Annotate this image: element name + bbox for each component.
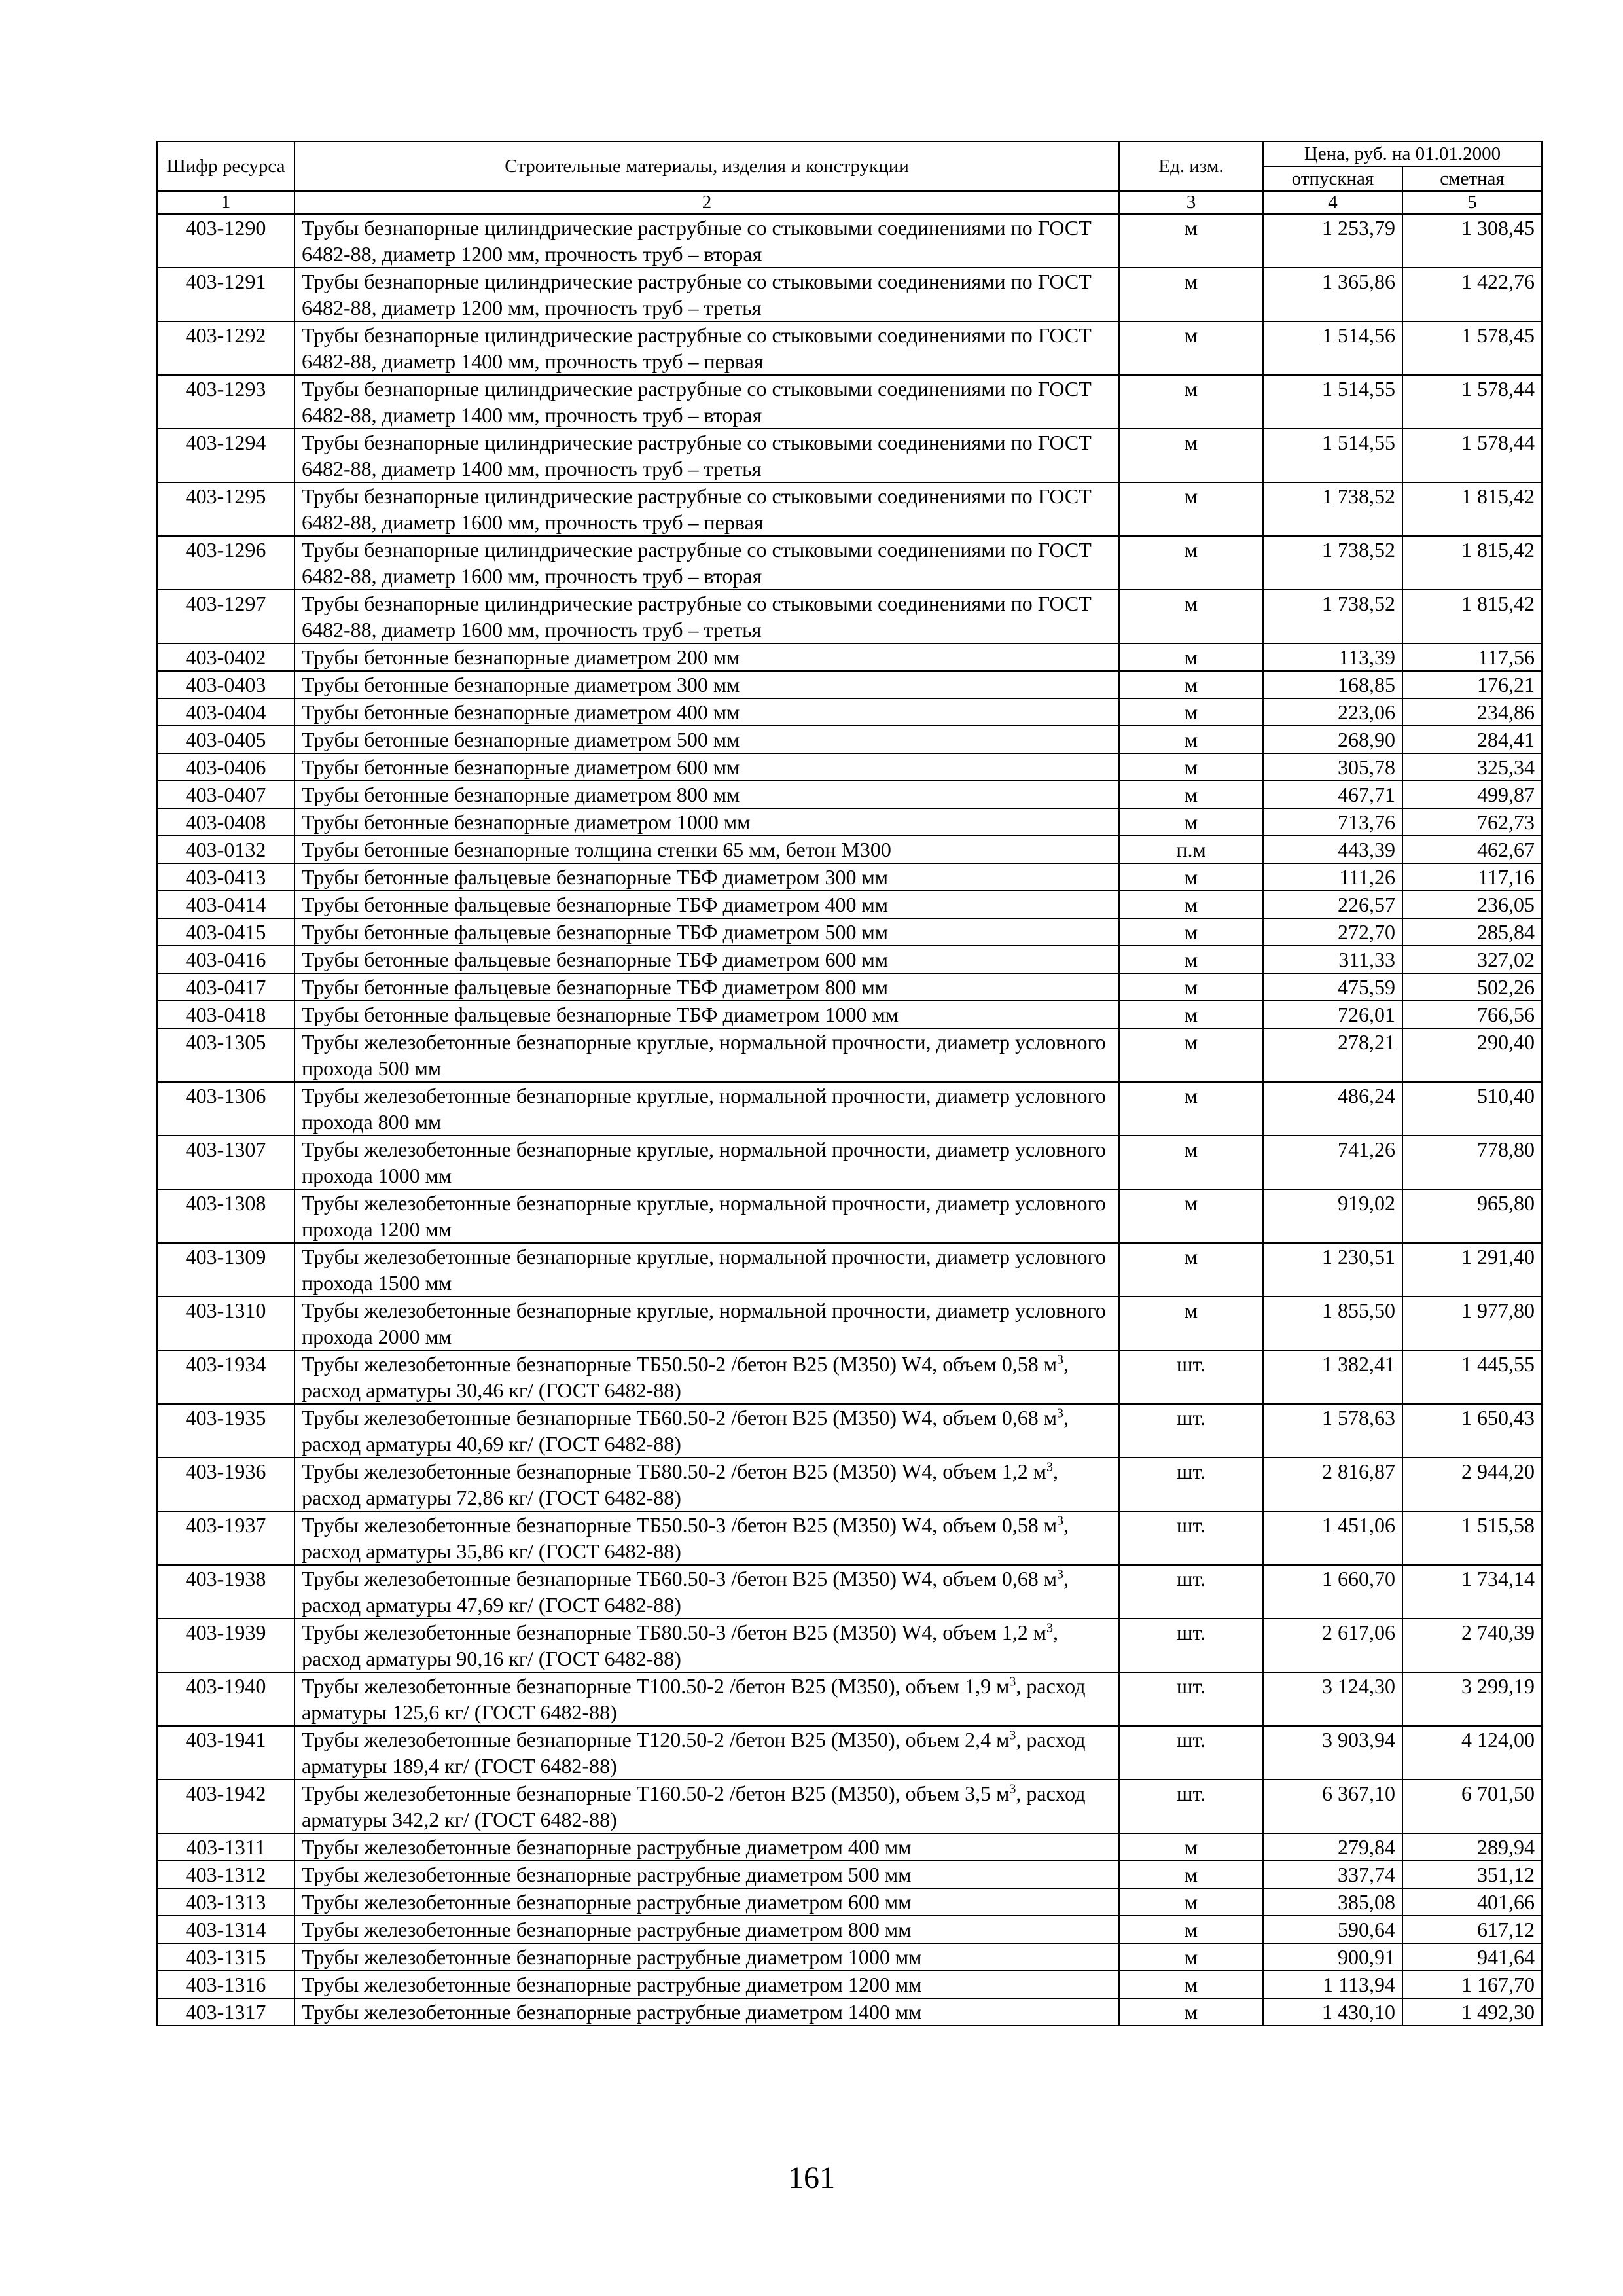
estimate-price: 510,40 [1402,1082,1542,1136]
material-name: Трубы железобетонные безнапорные раструбные диаметром 1000 мм [294,1943,1119,1971]
release-price: 467,71 [1263,781,1402,808]
unit-of-measure: шт. [1119,1511,1263,1565]
resource-code: 403-1935 [157,1404,294,1458]
page-number: 161 [788,2161,835,2195]
material-name: Трубы железобетонные безнапорные ТБ80.50-3 /бетон В25 (М350) W4, объем 1,2 $м^3$, расход арматуры 90,16 кг/ (ГОСТ 6482-88) [294,1619,1119,1672]
unit-of-measure: шт. [1119,1565,1263,1619]
release-price: 168,85 [1263,671,1402,698]
resource-code: 403-1293 [157,375,294,429]
unit-of-measure: м [1119,1943,1263,1971]
table-row [157,429,1542,482]
material-name: Трубы безнапорные цилиндрические раструбные со стыковыми соединениями по ГОСТ 6482-88, диаметр 1400 мм, прочность труб – вторая [294,375,1119,429]
unit-of-measure: м [1119,808,1263,836]
release-price: 305,78 [1263,753,1402,781]
release-price: 3 124,30 [1263,1672,1402,1726]
table-row [157,536,1542,590]
header-unit: Ед. изм. [1119,141,1263,191]
material-name: Трубы железобетонные безнапорные Т160.50-2 /бетон В25 (М350), объем 3,5 $м^3$, расход арматуры 342,2 кг/ (ГОСТ 6482-88) [294,1780,1119,1833]
resource-code: 403-0416 [157,946,294,973]
material-name: Трубы железобетонные безнапорные круглые, нормальной прочности, диаметр условного прохода 2000 мм [294,1297,1119,1350]
table-row [157,1136,1542,1189]
resource-code: 403-1297 [157,590,294,643]
release-price: 1 514,55 [1263,429,1402,482]
estimate-price: 1 578,44 [1402,429,1542,482]
estimate-price: 1 422,76 [1402,268,1542,321]
table-row [157,1404,1542,1458]
unit-of-measure: м [1119,1861,1263,1888]
material-name: Трубы бетонные фальцевые безнапорные ТБФ диаметром 400 мм [294,891,1119,918]
estimate-price: 1 578,44 [1402,375,1542,429]
unit-of-measure: п.м [1119,836,1263,863]
estimate-price: 502,26 [1402,973,1542,1001]
table-row [157,590,1542,643]
table-row [157,1350,1542,1404]
table-row [157,808,1542,836]
resource-code: 403-0404 [157,698,294,726]
material-name: Трубы железобетонные безнапорные круглые, нормальной прочности, диаметр условного прохода 1000 мм [294,1136,1119,1189]
material-name: Трубы железобетонные безнапорные ТБ60.50-2 /бетон В25 (М350) W4, объем 0,68 $м^3$, расход арматуры 40,69 кг/ (ГОСТ 6482-88) [294,1404,1119,1458]
estimate-price: 965,80 [1402,1189,1542,1243]
estimate-price: 1 291,40 [1402,1243,1542,1297]
release-price: 3 903,94 [1263,1726,1402,1780]
estimate-price: 1 492,30 [1402,1998,1542,2026]
material-name: Трубы безнапорные цилиндрические раструбные со стыковыми соединениями по ГОСТ 6482-88, диаметр 1600 мм, прочность труб – вторая [294,536,1119,590]
header-release-price: отпускная [1263,166,1402,191]
table-row [157,1082,1542,1136]
estimate-price: 1 445,55 [1402,1350,1542,1404]
release-price: 1 738,52 [1263,536,1402,590]
unit-of-measure: м [1119,321,1263,375]
table-row [157,214,1542,268]
unit-of-measure: м [1119,726,1263,753]
release-price: 443,39 [1263,836,1402,863]
release-price: 1 514,55 [1263,375,1402,429]
release-price: 1 578,63 [1263,1404,1402,1458]
release-price: 385,08 [1263,1888,1402,1916]
table-row [157,891,1542,918]
unit-of-measure: м [1119,1189,1263,1243]
resource-code: 403-1292 [157,321,294,375]
unit-of-measure: шт. [1119,1404,1263,1458]
material-name: Трубы бетонные безнапорные диаметром 600 мм [294,753,1119,781]
estimate-price: 499,87 [1402,781,1542,808]
material-name: Трубы бетонные фальцевые безнапорные ТБФ диаметром 800 мм [294,973,1119,1001]
estimate-price: 2 944,20 [1402,1458,1542,1511]
resource-code: 403-1942 [157,1780,294,1833]
estimate-price: 1 308,45 [1402,214,1542,268]
material-name: Трубы бетонные безнапорные диаметром 500 мм [294,726,1119,753]
unit-of-measure: м [1119,1971,1263,1998]
resource-code: 403-0414 [157,891,294,918]
estimate-price: 778,80 [1402,1136,1542,1189]
resource-code: 403-1316 [157,1971,294,1998]
price-table [156,141,1543,2026]
unit-of-measure: м [1119,375,1263,429]
unit-of-measure: м [1119,781,1263,808]
estimate-price: 941,64 [1402,1943,1542,1971]
table-row [157,1726,1542,1780]
release-price: 1 855,50 [1263,1297,1402,1350]
table-row [157,1833,1542,1861]
table-row [157,946,1542,973]
unit-of-measure: м [1119,1028,1263,1082]
estimate-price: 2 740,39 [1402,1619,1542,1672]
resource-code: 403-1309 [157,1243,294,1297]
release-price: 278,21 [1263,1028,1402,1082]
material-name: Трубы железобетонные безнапорные ТБ50.50-2 /бетон В25 (М350) W4, объем 0,58 $м^3$, расход арматуры 30,46 кг/ (ГОСТ 6482-88) [294,1350,1119,1404]
release-price: 111,26 [1263,863,1402,891]
resource-code: 403-1936 [157,1458,294,1511]
unit-of-measure: шт. [1119,1458,1263,1511]
table-row [157,753,1542,781]
release-price: 279,84 [1263,1833,1402,1861]
resource-code: 403-0407 [157,781,294,808]
release-price: 1 113,94 [1263,1971,1402,1998]
material-name: Трубы железобетонные безнапорные Т120.50-2 /бетон В25 (М350), объем 2,4 $м^3$, расход арматуры 189,4 кг/ (ГОСТ 6482-88) [294,1726,1119,1780]
table-row [157,781,1542,808]
material-name: Трубы бетонные фальцевые безнапорные ТБФ диаметром 1000 мм [294,1001,1119,1028]
release-price: 900,91 [1263,1943,1402,1971]
unit-of-measure: м [1119,698,1263,726]
resource-code: 403-1941 [157,1726,294,1780]
estimate-price: 1 815,42 [1402,590,1542,643]
estimate-price: 1 650,43 [1402,1404,1542,1458]
resource-code: 403-0403 [157,671,294,698]
unit-of-measure: м [1119,946,1263,973]
unit-of-measure: м [1119,214,1263,268]
table-row [157,1888,1542,1916]
table-row [157,1619,1542,1672]
table-row [157,1916,1542,1943]
header-name: Строительные материалы, изделия и конструкции [294,141,1119,191]
resource-code: 403-1295 [157,482,294,536]
estimate-price: 327,02 [1402,946,1542,973]
unit-of-measure: м [1119,1833,1263,1861]
material-name: Трубы бетонные безнапорные диаметром 1000 мм [294,808,1119,836]
unit-of-measure: шт. [1119,1619,1263,1672]
material-name: Трубы железобетонные безнапорные круглые, нормальной прочности, диаметр условного прохода 1500 мм [294,1243,1119,1297]
release-price: 337,74 [1263,1861,1402,1888]
resource-code: 403-0406 [157,753,294,781]
table-row [157,1943,1542,1971]
estimate-price: 1 167,70 [1402,1971,1542,1998]
table-row [157,1001,1542,1028]
header-estimate-price: сметная [1402,166,1542,191]
resource-code: 403-1312 [157,1861,294,1888]
table-row [157,973,1542,1001]
release-price: 223,06 [1263,698,1402,726]
table-row [157,268,1542,321]
estimate-price: 1 515,58 [1402,1511,1542,1565]
column-number: 4 [1263,191,1402,214]
estimate-price: 1 734,14 [1402,1565,1542,1619]
resource-code: 403-0405 [157,726,294,753]
unit-of-measure: м [1119,918,1263,946]
table-row [157,1458,1542,1511]
unit-of-measure: м [1119,671,1263,698]
release-price: 1 738,52 [1263,590,1402,643]
column-number: 3 [1119,191,1263,214]
material-name: Трубы железобетонные безнапорные раструбные диаметром 400 мм [294,1833,1119,1861]
table-row [157,1297,1542,1350]
unit-of-measure: м [1119,1916,1263,1943]
unit-of-measure: м [1119,590,1263,643]
table-row [157,643,1542,671]
release-price: 1 430,10 [1263,1998,1402,2026]
table-row [157,698,1542,726]
release-price: 6 367,10 [1263,1780,1402,1833]
unit-of-measure: м [1119,1136,1263,1189]
unit-of-measure: м [1119,1998,1263,2026]
table-row [157,375,1542,429]
unit-of-measure: м [1119,643,1263,671]
estimate-price: 117,56 [1402,643,1542,671]
estimate-price: 4 124,00 [1402,1726,1542,1780]
table-row [157,1971,1542,1998]
material-name: Трубы безнапорные цилиндрические раструбные со стыковыми соединениями по ГОСТ 6482-88, диаметр 1400 мм, прочность труб – первая [294,321,1119,375]
table-row [157,1028,1542,1082]
table-row [157,1565,1542,1619]
material-name: Трубы железобетонные безнапорные Т100.50-2 /бетон В25 (М350), объем 1,9 $м^3$, расход арматуры 125,6 кг/ (ГОСТ 6482-88) [294,1672,1119,1726]
estimate-price: 1 977,80 [1402,1297,1542,1350]
release-price: 1 382,41 [1263,1350,1402,1404]
resource-code: 403-0402 [157,643,294,671]
resource-code: 403-1315 [157,1943,294,1971]
release-price: 272,70 [1263,918,1402,946]
resource-code: 403-0408 [157,808,294,836]
material-name: Трубы безнапорные цилиндрические раструбные со стыковыми соединениями по ГОСТ 6482-88, диаметр 1200 мм, прочность труб – вторая [294,214,1119,268]
release-price: 226,57 [1263,891,1402,918]
estimate-price: 6 701,50 [1402,1780,1542,1833]
release-price: 311,33 [1263,946,1402,973]
table-row [157,671,1542,698]
resource-code: 403-0415 [157,918,294,946]
resource-code: 403-1310 [157,1297,294,1350]
resource-code: 403-1307 [157,1136,294,1189]
estimate-price: 236,05 [1402,891,1542,918]
material-name: Трубы железобетонные безнапорные круглые, нормальной прочности, диаметр условного прохода 800 мм [294,1082,1119,1136]
estimate-price: 1 815,42 [1402,536,1542,590]
unit-of-measure: м [1119,482,1263,536]
estimate-price: 325,34 [1402,753,1542,781]
estimate-price: 401,66 [1402,1888,1542,1916]
resource-code: 403-1306 [157,1082,294,1136]
table-header [157,141,1542,214]
release-price: 919,02 [1263,1189,1402,1243]
material-name: Трубы безнапорные цилиндрические раструбные со стыковыми соединениями по ГОСТ 6482-88, диаметр 1200 мм, прочность труб – третья [294,268,1119,321]
estimate-price: 1 578,45 [1402,321,1542,375]
unit-of-measure: м [1119,429,1263,482]
release-price: 590,64 [1263,1916,1402,1943]
material-name: Трубы железобетонные безнапорные раструбные диаметром 1200 мм [294,1971,1119,1998]
column-number: 2 [294,191,1119,214]
estimate-price: 284,41 [1402,726,1542,753]
unit-of-measure: шт. [1119,1350,1263,1404]
unit-of-measure: м [1119,753,1263,781]
release-price: 1 365,86 [1263,268,1402,321]
unit-of-measure: м [1119,1243,1263,1297]
resource-code: 403-1317 [157,1998,294,2026]
estimate-price: 462,67 [1402,836,1542,863]
resource-code: 403-1308 [157,1189,294,1243]
table-row [157,321,1542,375]
table-row [157,1861,1542,1888]
table-row [157,1780,1542,1833]
release-price: 268,90 [1263,726,1402,753]
material-name: Трубы бетонные безнапорные диаметром 800 мм [294,781,1119,808]
resource-code: 403-1939 [157,1619,294,1672]
material-name: Трубы бетонные фальцевые безнапорные ТБФ диаметром 300 мм [294,863,1119,891]
estimate-price: 234,86 [1402,698,1542,726]
unit-of-measure: м [1119,1082,1263,1136]
table-row [157,1511,1542,1565]
table-row [157,918,1542,946]
material-name: Трубы железобетонные безнапорные раструбные диаметром 800 мм [294,1916,1119,1943]
resource-code: 403-1934 [157,1350,294,1404]
material-name: Трубы бетонные безнапорные диаметром 400 мм [294,698,1119,726]
resource-code: 403-0132 [157,836,294,863]
material-name: Трубы бетонные безнапорные диаметром 200 мм [294,643,1119,671]
resource-code: 403-0413 [157,863,294,891]
material-name: Трубы безнапорные цилиндрические раструбные со стыковыми соединениями по ГОСТ 6482-88, диаметр 1600 мм, прочность труб – третья [294,590,1119,643]
unit-of-measure: м [1119,1297,1263,1350]
resource-code: 403-1938 [157,1565,294,1619]
estimate-price: 351,12 [1402,1861,1542,1888]
release-price: 475,59 [1263,973,1402,1001]
table-body [157,214,1542,2026]
unit-of-measure: м [1119,1001,1263,1028]
material-name: Трубы железобетонные безнапорные ТБ50.50-3 /бетон В25 (М350) W4, объем 0,58 $м^3$, расход арматуры 35,86 кг/ (ГОСТ 6482-88) [294,1511,1119,1565]
estimate-price: 3 299,19 [1402,1672,1542,1726]
unit-of-measure: м [1119,973,1263,1001]
unit-of-measure: шт. [1119,1780,1263,1833]
material-name: Трубы железобетонные безнапорные круглые, нормальной прочности, диаметр условного прохода 1200 мм [294,1189,1119,1243]
estimate-price: 762,73 [1402,808,1542,836]
material-name: Трубы безнапорные цилиндрические раструбные со стыковыми соединениями по ГОСТ 6482-88, диаметр 1400 мм, прочность труб – третья [294,429,1119,482]
resource-code: 403-1291 [157,268,294,321]
table-row [157,726,1542,753]
material-name: Трубы бетонные безнапорные толщина стенки 65 мм, бетон М300 [294,836,1119,863]
resource-code: 403-1937 [157,1511,294,1565]
resource-code: 403-0417 [157,973,294,1001]
resource-code: 403-1940 [157,1672,294,1726]
material-name: Трубы бетонные фальцевые безнапорные ТБФ диаметром 600 мм [294,946,1119,973]
material-name: Трубы железобетонные безнапорные раструбные диаметром 600 мм [294,1888,1119,1916]
release-price: 1 514,56 [1263,321,1402,375]
estimate-price: 117,16 [1402,863,1542,891]
column-number: 1 [157,191,294,214]
resource-code: 403-1311 [157,1833,294,1861]
resource-code: 403-1294 [157,429,294,482]
table-row [157,482,1542,536]
material-name: Трубы железобетонные безнапорные ТБ80.50-2 /бетон В25 (М350) W4, объем 1,2 $м^3$, расход арматуры 72,86 кг/ (ГОСТ 6482-88) [294,1458,1119,1511]
material-name: Трубы бетонные фальцевые безнапорные ТБФ диаметром 500 мм [294,918,1119,946]
material-name: Трубы железобетонные безнапорные раструбные диаметром 1400 мм [294,1998,1119,2026]
table-row [157,1243,1542,1297]
resource-code: 403-1305 [157,1028,294,1082]
resource-code: 403-1313 [157,1888,294,1916]
table-row [157,1189,1542,1243]
release-price: 113,39 [1263,643,1402,671]
release-price: 1 253,79 [1263,214,1402,268]
material-name: Трубы бетонные безнапорные диаметром 300 мм [294,671,1119,698]
header-code: Шифр ресурса [157,141,294,191]
release-price: 1 660,70 [1263,1565,1402,1619]
resource-code: 403-1296 [157,536,294,590]
material-name: Трубы безнапорные цилиндрические раструбные со стыковыми соединениями по ГОСТ 6482-88, диаметр 1600 мм, прочность труб – первая [294,482,1119,536]
header-price-group: Цена, руб. на 01.01.2000 [1263,141,1542,166]
table-row [157,1998,1542,2026]
estimate-price: 766,56 [1402,1001,1542,1028]
estimate-price: 285,84 [1402,918,1542,946]
resource-code: 403-0418 [157,1001,294,1028]
unit-of-measure: м [1119,536,1263,590]
unit-of-measure: м [1119,268,1263,321]
unit-of-measure: м [1119,1888,1263,1916]
column-number: 5 [1402,191,1542,214]
estimate-price: 176,21 [1402,671,1542,698]
unit-of-measure: м [1119,863,1263,891]
table-row [157,1672,1542,1726]
release-price: 1 451,06 [1263,1511,1402,1565]
estimate-price: 289,94 [1402,1833,1542,1861]
release-price: 713,76 [1263,808,1402,836]
table-row [157,836,1542,863]
resource-code: 403-1290 [157,214,294,268]
unit-of-measure: шт. [1119,1672,1263,1726]
resource-code: 403-1314 [157,1916,294,1943]
release-price: 1 738,52 [1263,482,1402,536]
release-price: 2 617,06 [1263,1619,1402,1672]
estimate-price: 617,12 [1402,1916,1542,1943]
unit-of-measure: м [1119,891,1263,918]
material-name: Трубы железобетонные безнапорные круглые, нормальной прочности, диаметр условного прохода 500 мм [294,1028,1119,1082]
unit-of-measure: шт. [1119,1726,1263,1780]
estimate-price: 290,40 [1402,1028,1542,1082]
material-name: Трубы железобетонные безнапорные ТБ60.50-3 /бетон В25 (М350) W4, объем 0,68 $м^3$, расход арматуры 47,69 кг/ (ГОСТ 6482-88) [294,1565,1119,1619]
release-price: 726,01 [1263,1001,1402,1028]
release-price: 486,24 [1263,1082,1402,1136]
release-price: 2 816,87 [1263,1458,1402,1511]
release-price: 1 230,51 [1263,1243,1402,1297]
release-price: 741,26 [1263,1136,1402,1189]
material-name: Трубы железобетонные безнапорные раструбные диаметром 500 мм [294,1861,1119,1888]
estimate-price: 1 815,42 [1402,482,1542,536]
table-row [157,863,1542,891]
